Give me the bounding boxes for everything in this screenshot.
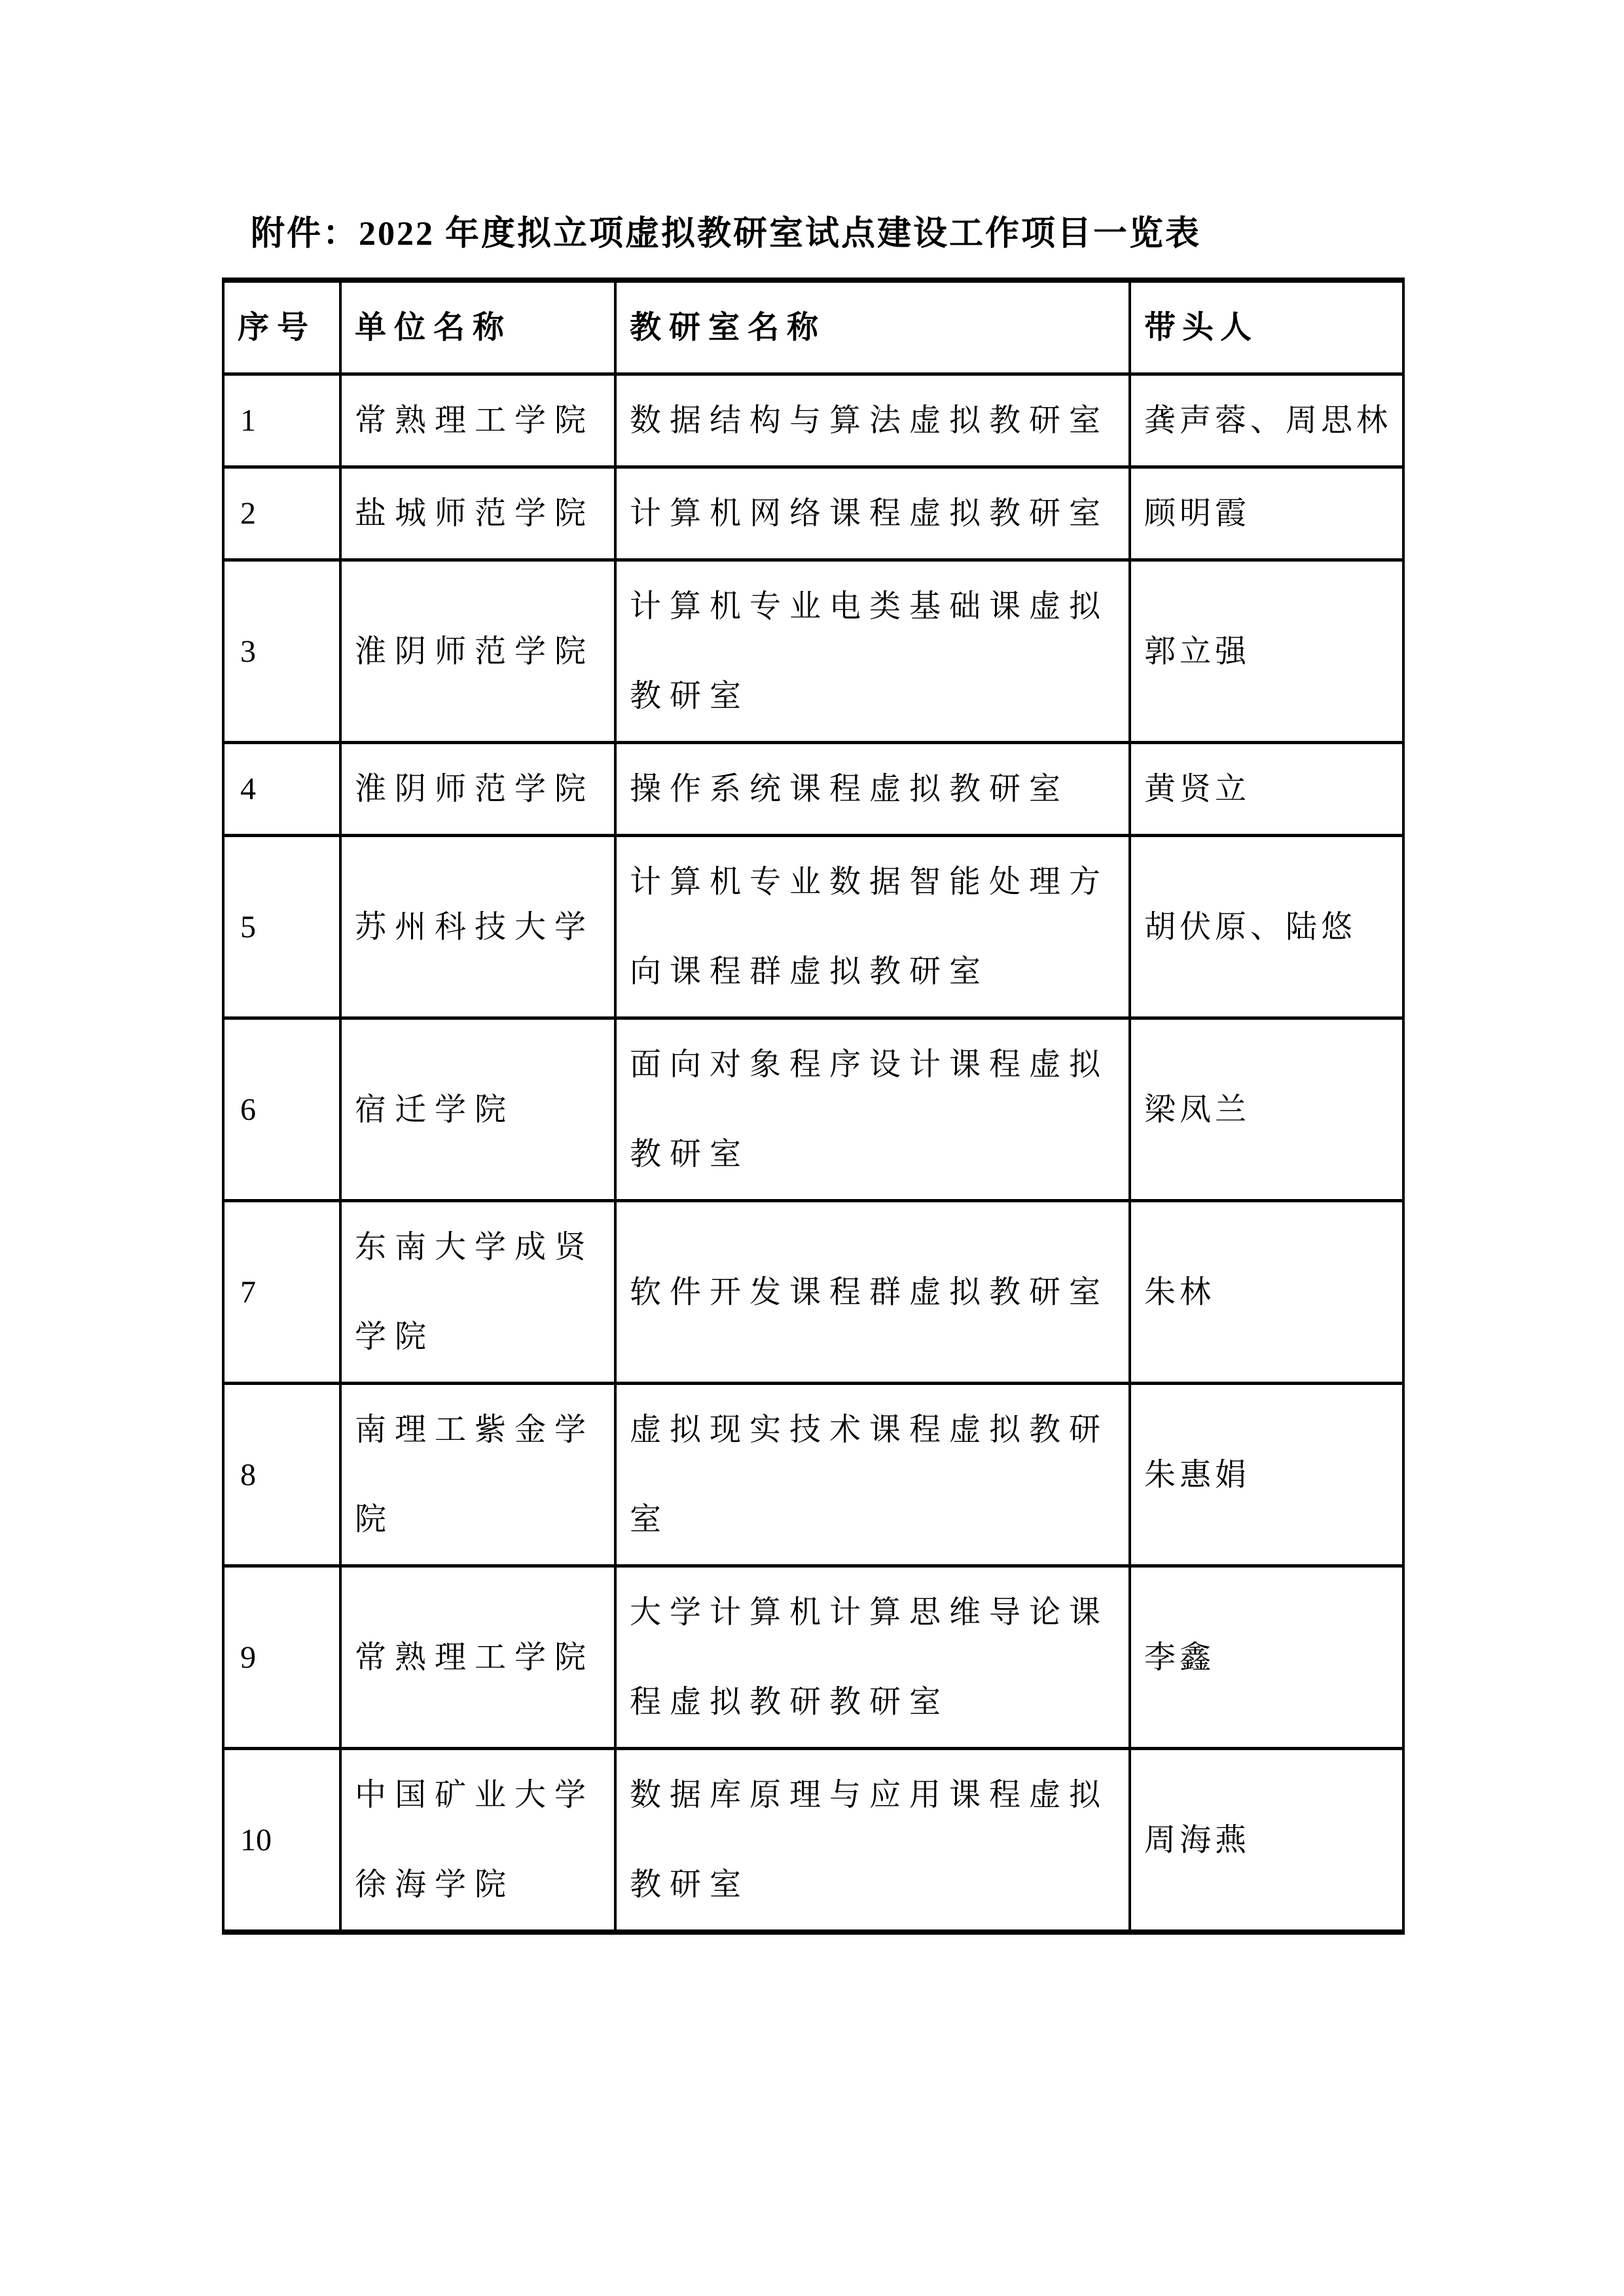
cell-no: 1 bbox=[223, 374, 340, 467]
table-row bbox=[223, 467, 1403, 560]
cell-office: 虚拟现实技术课程虚拟教研室 bbox=[615, 1384, 1130, 1566]
table-row bbox=[223, 1749, 1403, 1933]
cell-unit: 中国矿业大学徐海学院 bbox=[340, 1749, 615, 1933]
table-row bbox=[223, 560, 1403, 743]
cell-unit: 常熟理工学院 bbox=[340, 1566, 615, 1749]
cell-leader: 龚声蓉、周思林 bbox=[1130, 374, 1403, 467]
table-row bbox=[223, 1566, 1403, 1749]
col-header-leader: 带头人 bbox=[1130, 280, 1403, 374]
cell-office: 软件开发课程群虚拟教研室 bbox=[615, 1201, 1130, 1384]
table-row bbox=[223, 743, 1403, 836]
cell-leader: 郭立强 bbox=[1130, 560, 1403, 743]
cell-no: 3 bbox=[223, 560, 340, 743]
cell-office: 操作系统课程虚拟教研室 bbox=[615, 743, 1130, 836]
cell-leader: 朱林 bbox=[1130, 1201, 1403, 1384]
cell-unit: 常熟理工学院 bbox=[340, 374, 615, 467]
table-row bbox=[223, 374, 1403, 467]
table-row bbox=[223, 1201, 1403, 1384]
cell-leader: 李鑫 bbox=[1130, 1566, 1403, 1749]
cell-office: 大学计算机计算思维导论课程虚拟教研教研室 bbox=[615, 1566, 1130, 1749]
cell-unit: 淮阴师范学院 bbox=[340, 560, 615, 743]
page-title: 附件：2022 年度拟立项虚拟教研室试点建设工作项目一览表 bbox=[251, 215, 1202, 253]
cell-leader: 梁凤兰 bbox=[1130, 1018, 1403, 1201]
cell-leader: 胡伏原、陆悠 bbox=[1130, 836, 1403, 1018]
project-table bbox=[222, 278, 1405, 1935]
col-header-unit: 单位名称 bbox=[340, 280, 615, 374]
table-row bbox=[223, 836, 1403, 1018]
cell-leader: 黄贤立 bbox=[1130, 743, 1403, 836]
cell-no: 6 bbox=[223, 1018, 340, 1201]
document-content bbox=[222, 211, 1407, 1935]
cell-office: 数据结构与算法虚拟教研室 bbox=[615, 374, 1130, 467]
cell-office: 计算机网络课程虚拟教研室 bbox=[615, 467, 1130, 560]
cell-leader: 周海燕 bbox=[1130, 1749, 1403, 1933]
table-header-row bbox=[223, 280, 1403, 374]
cell-no: 8 bbox=[223, 1384, 340, 1566]
cell-no: 7 bbox=[223, 1201, 340, 1384]
cell-office: 计算机专业数据智能处理方向课程群虚拟教研室 bbox=[615, 836, 1130, 1018]
cell-office: 数据库原理与应用课程虚拟教研室 bbox=[615, 1749, 1130, 1933]
cell-unit: 东南大学成贤学院 bbox=[340, 1201, 615, 1384]
table-body bbox=[223, 374, 1403, 1933]
cell-no: 4 bbox=[223, 743, 340, 836]
cell-no: 5 bbox=[223, 836, 340, 1018]
cell-unit: 淮阴师范学院 bbox=[340, 743, 615, 836]
cell-office: 计算机专业电类基础课虚拟教研室 bbox=[615, 560, 1130, 743]
cell-office: 面向对象程序设计课程虚拟教研室 bbox=[615, 1018, 1130, 1201]
cell-no: 2 bbox=[223, 467, 340, 560]
cell-no: 10 bbox=[223, 1749, 340, 1933]
col-header-no: 序号 bbox=[223, 280, 340, 374]
cell-unit: 盐城师范学院 bbox=[340, 467, 615, 560]
cell-leader: 朱惠娟 bbox=[1130, 1384, 1403, 1566]
cell-no: 9 bbox=[223, 1566, 340, 1749]
cell-unit: 南理工紫金学院 bbox=[340, 1384, 615, 1566]
cell-leader: 顾明霞 bbox=[1130, 467, 1403, 560]
table-row bbox=[223, 1018, 1403, 1201]
table-row bbox=[223, 1384, 1403, 1566]
cell-unit: 苏州科技大学 bbox=[340, 836, 615, 1018]
cell-unit: 宿迁学院 bbox=[340, 1018, 615, 1201]
col-header-office: 教研室名称 bbox=[615, 280, 1130, 374]
